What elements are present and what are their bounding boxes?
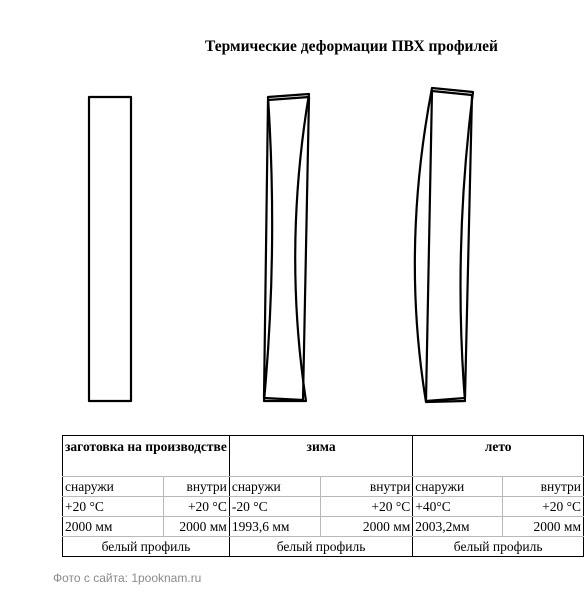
- length-value: 2000 мм: [63, 517, 164, 537]
- column-header: лето: [413, 436, 584, 477]
- profile-type: белый профиль: [413, 537, 584, 557]
- summer-profile-reference: [426, 91, 472, 401]
- temperature-value: +20 °C: [163, 497, 229, 517]
- winter-profile-bent: [264, 94, 309, 401]
- side-label: внутри: [321, 477, 413, 497]
- length-value: 2000 мм: [163, 517, 229, 537]
- deformation-table: [62, 435, 584, 557]
- page-title: Термические деформации ПВХ профилей: [205, 38, 498, 55]
- temperature-value: +20 °C: [502, 497, 583, 517]
- profile-type: белый профиль: [229, 537, 412, 557]
- length-value: 2000 мм: [321, 517, 413, 537]
- photo-credit: Фото с сайта: 1pooknam.ru: [53, 571, 202, 585]
- length-value: 1993,6 мм: [229, 517, 320, 537]
- temperature-value: +20 °C: [63, 497, 164, 517]
- profile-type: белый профиль: [63, 537, 230, 557]
- straight-profile-shape: [89, 97, 131, 401]
- summer-profile-bent: [415, 88, 473, 402]
- column-header: зима: [229, 436, 412, 477]
- side-label: внутри: [502, 477, 583, 497]
- side-label: снаружи: [229, 477, 320, 497]
- side-label: внутри: [163, 477, 229, 497]
- temperature-value: +40°C: [413, 497, 502, 517]
- side-label: снаружи: [413, 477, 502, 497]
- length-value: 2000 мм: [502, 517, 583, 537]
- column-header: заготовка на производстве: [63, 436, 230, 477]
- length-value: 2003,2мм: [413, 517, 502, 537]
- side-label: снаружи: [63, 477, 164, 497]
- temperature-value: -20 °C: [229, 497, 320, 517]
- temperature-value: +20 °C: [321, 497, 413, 517]
